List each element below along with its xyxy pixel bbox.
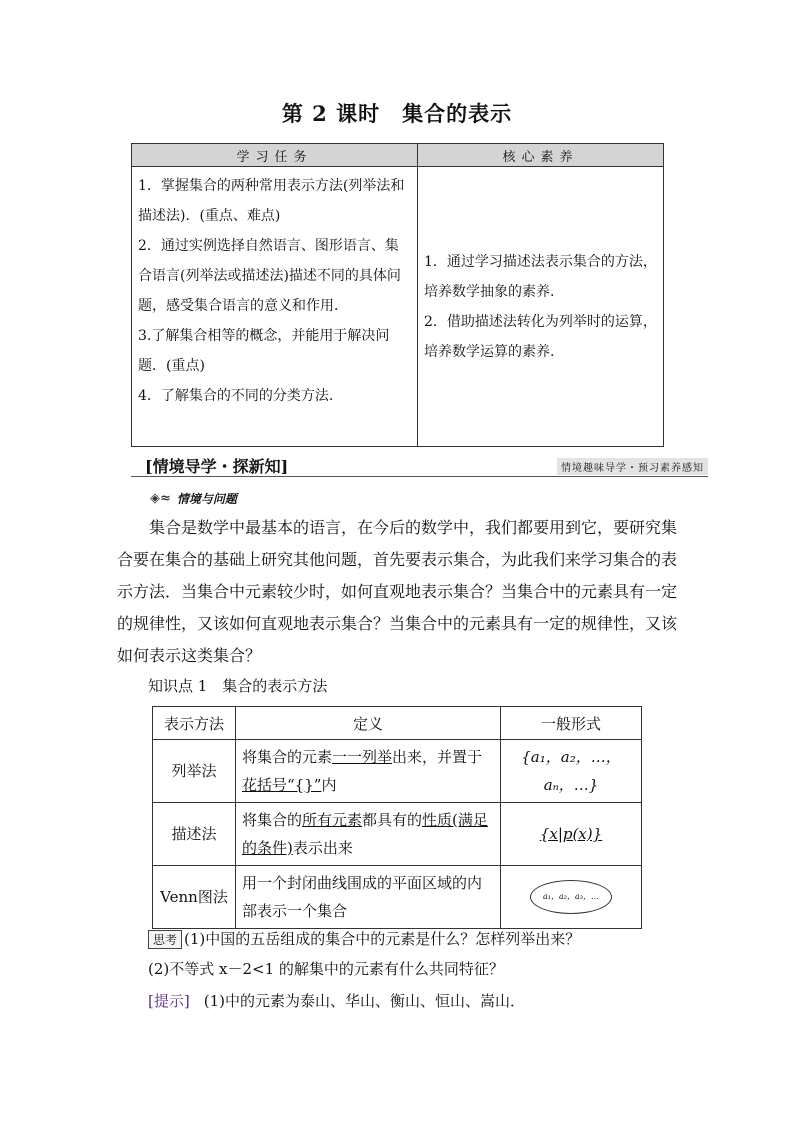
objectives-header-left: 学习任务 xyxy=(132,144,418,167)
task-item: 4．了解集合的不同的分类方法. xyxy=(138,388,334,404)
methods-table xyxy=(152,706,642,929)
hint-line xyxy=(148,990,525,1011)
literacy-item: 2．借助描述法转化为列举时的运算，培养数学运算的素养. xyxy=(424,313,657,360)
task-item: 1．掌握集合的两种常用表示方法(列举法和描述法)．(重点、难点) xyxy=(138,178,405,224)
think-question-2: (2)不等式 x－2<1 的解集中的元素有什么共同特征？ xyxy=(148,960,504,978)
core-literacy-cell xyxy=(418,167,664,447)
methods-header: 一般形式 xyxy=(501,707,642,740)
method-name: Venn图法 xyxy=(153,866,236,929)
task-item: 3.了解集合相等的概念，并能用于解决问题．(重点) xyxy=(138,328,390,374)
method-definition: 将集合的所有元素都具有的性质(满足的条件)表示出来 xyxy=(236,803,501,866)
think-question-1: 思考 (1)中国的五岳组成的集合中的元素是什么？怎样列举出来？ xyxy=(148,928,580,949)
venn-ellipse: a₁，a₂，a₃，… xyxy=(530,880,612,914)
hint-text: (1)中的元素为泰山、华山、衡山、恒山、嵩山． xyxy=(203,992,525,1010)
literacy-item: 1．通过学习描述法表示集合的方法，培养数学抽象的素养. xyxy=(424,253,657,300)
method-form xyxy=(501,866,642,929)
hint-label: [提示] xyxy=(148,992,190,1010)
method-name: 列举法 xyxy=(153,740,236,803)
page-title: 第 2 课时 集合的表示 xyxy=(281,101,513,126)
subheading-text: 情境与问题 xyxy=(176,492,237,506)
table-row xyxy=(153,740,642,803)
section-tag: 情境趣味导学・预习素养感知 xyxy=(557,458,708,475)
methods-header: 表示方法 xyxy=(153,707,236,740)
table-row xyxy=(153,803,642,866)
task-item: 2．通过实例选择自然语言、图形语言、集合语言(列举法或描述法)描述不同的具体问题，感受集合语言的意义和作用． xyxy=(138,238,401,314)
section-header xyxy=(131,454,708,477)
objectives-header-right: 核心素养 xyxy=(418,144,664,167)
objectives-table xyxy=(131,143,664,447)
method-definition: 用一个封闭曲线围成的平面区域的内部表示一个集合 xyxy=(236,866,501,929)
method-form: {x|p(x)} xyxy=(501,803,642,866)
subheading xyxy=(150,490,237,507)
knowledge-point-heading: 知识点 1 集合的表示方法 xyxy=(148,677,328,695)
table-row xyxy=(153,866,642,929)
think-tag: 思考 xyxy=(148,930,182,949)
method-form: {a₁，a₂，…，aₙ，…} xyxy=(501,740,642,803)
situation-icon: ◈≈ xyxy=(150,491,171,506)
methods-header: 定义 xyxy=(236,707,501,740)
method-name: 描述法 xyxy=(153,803,236,866)
intro-paragraph: 集合是数学中最基本的语言，在今后的数学中，我们都要用到它，要研究集合要在集合的基础上研究其他问题，首先要表示集合，为此我们来学习集合的表示方法．当集合中元素较少时，如何直观地表示集合？当集合中的元素具有一定的规律性，又该如何直观地表示集合？当集合中的元素具有一定的规律性，又该如何表示这类集合？ xyxy=(117,518,678,665)
learning-tasks-cell xyxy=(132,167,418,447)
method-definition: 将集合的元素一一列举出来，并置于花括号“{}”内 xyxy=(236,740,501,803)
section-title: [情境导学・探新知] xyxy=(145,457,289,476)
